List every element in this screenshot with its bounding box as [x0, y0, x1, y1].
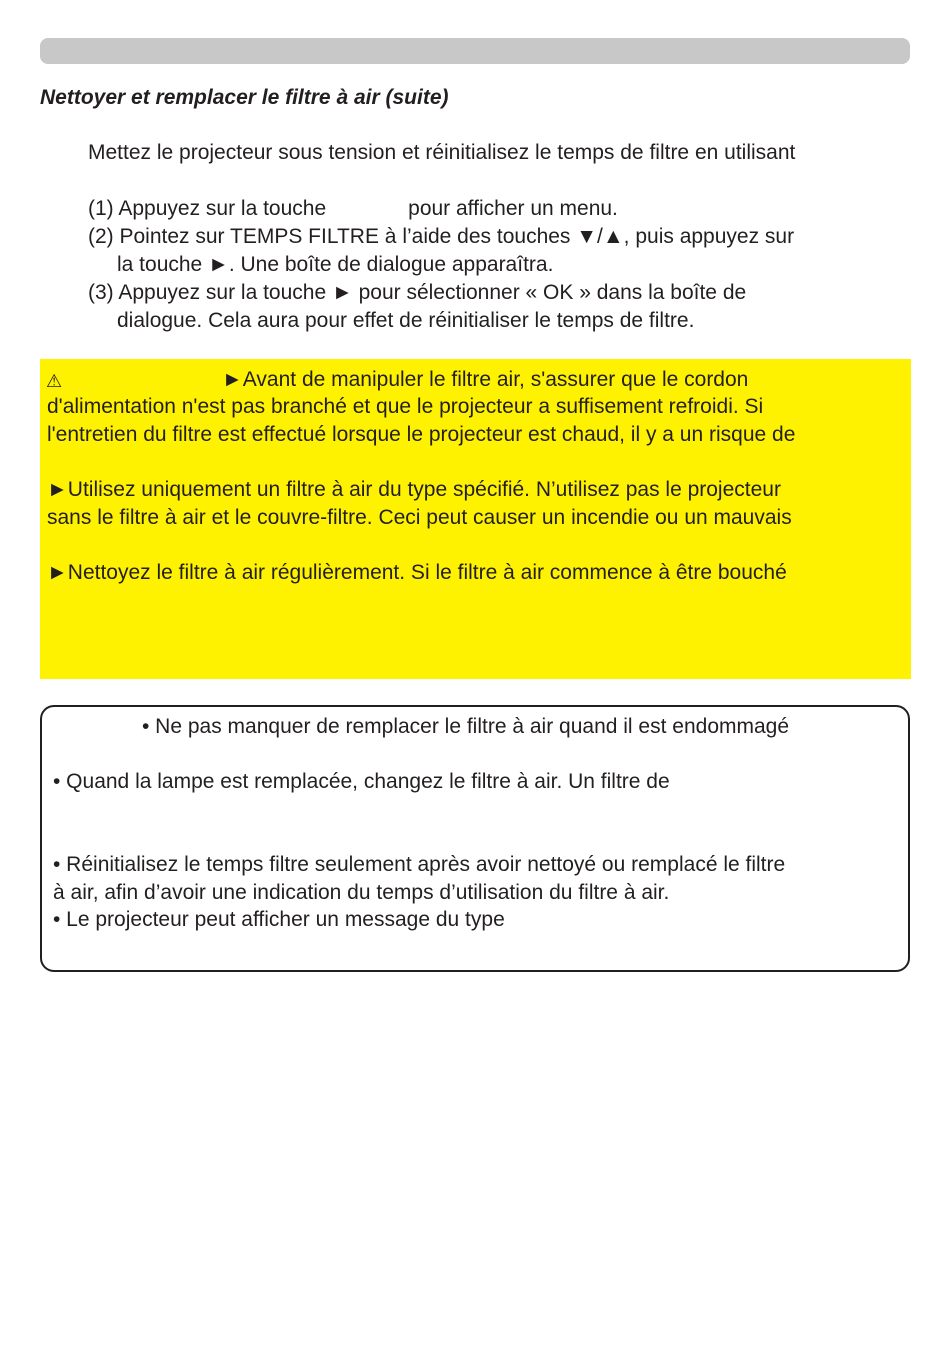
step-3-line-1: (3) Appuyez sur la touche ► pour sélectionner « OK » dans la boîte de	[88, 281, 747, 304]
warning-triangle-icon: ⚠	[46, 371, 63, 391]
note-item-3-line-2: à air, afin d’avoir une indication du temps d’utilisation du filtre à air.	[53, 881, 670, 904]
note-item-1: • Ne pas manquer de remplacer le filtre à air quand il est endommagé	[142, 715, 790, 738]
step-3-line-2: dialogue. Cela aura pour effet de réinitialiser le temps de filtre.	[117, 309, 695, 332]
section-title: Nettoyer et remplacer le filtre à air (suite)	[40, 86, 449, 109]
note-item-2: • Quand la lampe est remplacée, changez le filtre à air. Un filtre de	[53, 770, 670, 793]
warning-box	[40, 359, 911, 679]
step-1	[88, 195, 794, 223]
steps-list	[88, 195, 794, 335]
note-item-3-line-1: • Réinitialisez le temps filtre seulement après avoir nettoyé ou remplacé le filtre	[53, 853, 786, 876]
warning-3-line-1: ►Nettoyez le filtre à air régulièrement. Si le filtre à air commence à être bouché	[47, 561, 787, 584]
note-box	[40, 705, 910, 972]
warning-1-line-3: l'entretien du filtre est effectué lorsque le projecteur est chaud, il y a un risque de	[47, 423, 796, 446]
step-1-text-a: (1) Appuyez sur la touche	[88, 197, 327, 220]
warning-1-line-2: d'alimentation n'est pas branché et que le projecteur a suffisement refroidi. Si	[47, 395, 764, 418]
step-1-text-b: pour afficher un menu.	[408, 197, 618, 220]
step-2-line-2: la touche ►. Une boîte de dialogue apparaîtra.	[117, 253, 554, 276]
intro-text: Mettez le projecteur sous tension et réinitialisez le temps de filtre en utilisant	[88, 141, 796, 164]
warning-2-line-2: sans le filtre à air et le couvre-filtre. Ceci peut causer un incendie ou un mauvais	[47, 506, 792, 529]
note-item-4: • Le projecteur peut afficher un message du type	[53, 908, 505, 931]
warning-2-line-1: ►Utilisez uniquement un filtre à air du type spécifié. N’utilisez pas le projecteur	[47, 478, 781, 501]
header-bar	[40, 38, 910, 64]
step-2-line-1: (2) Pointez sur TEMPS FILTRE à l’aide des touches ▼/▲, puis appuyez sur	[88, 225, 795, 248]
warning-1-line-1: ►Avant de manipuler le filtre air, s'assurer que le cordon	[222, 368, 749, 391]
